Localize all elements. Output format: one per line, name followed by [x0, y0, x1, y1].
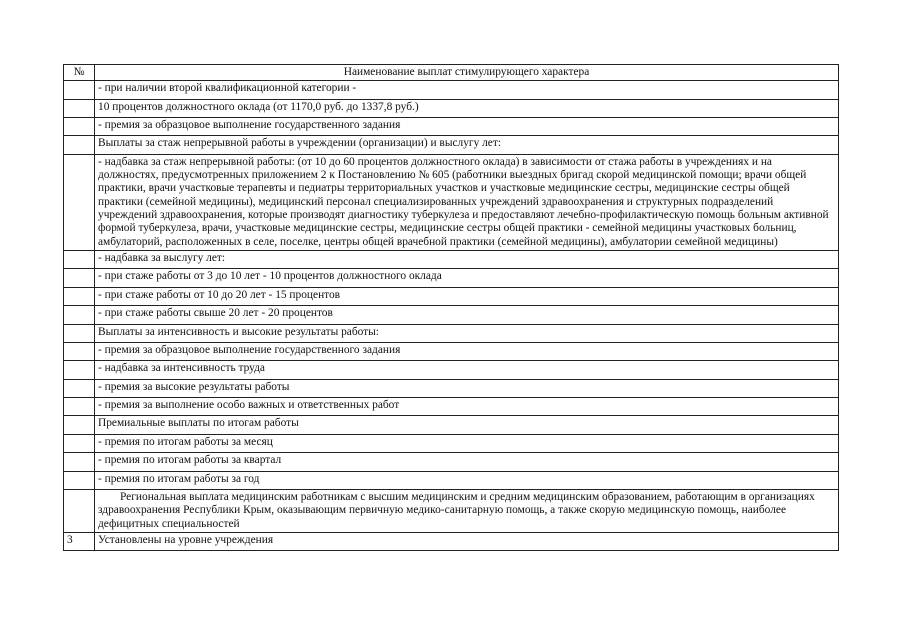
table-body	[64, 81, 839, 551]
row-payment-text: - надбавка за интенсивность труда	[95, 361, 839, 379]
row-number	[64, 342, 95, 360]
row-number	[64, 99, 95, 117]
table-row	[64, 306, 839, 324]
table-row	[64, 416, 839, 434]
row-payment-text: Выплаты за интенсивность и высокие результаты работы:	[95, 324, 839, 342]
row-payment-text: - премия по итогам работы за месяц	[95, 434, 839, 452]
row-number	[64, 136, 95, 154]
table-row	[64, 434, 839, 452]
table-row	[64, 154, 839, 250]
row-number	[64, 154, 95, 250]
table-row	[64, 532, 839, 550]
row-number	[64, 81, 95, 99]
table-header-row	[64, 65, 839, 81]
header-number: №	[64, 65, 95, 81]
table-row	[64, 250, 839, 268]
table-row	[64, 324, 839, 342]
table-row	[64, 99, 839, 117]
row-number	[64, 269, 95, 287]
row-number	[64, 453, 95, 471]
row-payment-text: - надбавка за выслугу лет:	[95, 250, 839, 268]
row-payment-text: - надбавка за стаж непрерывной работы: (от 10 до 60 процентов должностного оклада) в зависимости от стажа работы в учреждениях и на должностях, предусмотренных приложением 2 к Постановлению № 605 (работники выездных бригад скорой медицинской помощи; врачи общей практики, врачи участковые терапевты и педиатры территориальных участков и участковые медицинские сестры, медицинские сестры общей практики (семейной медицины), медицинский персонал специализированных учреждений здравоохранения и структурных подразделений учреждений здравоохранения, которые производят диагностику туберкулеза и предоставляют лечебно-профилактическую помощь больным активной формой туберкулеза, врачи, участковые медицинские сестры, медицинские сестры общей практики - семейной медицины участковых больниц, амбулаторий, расположенных в селе, поселке, центры общей врачебной практики (семейной медицины), амбулатории семейной медицины)	[95, 154, 839, 250]
header-payment-name: Наименование выплат стимулирующего характера	[95, 65, 839, 81]
row-number	[64, 379, 95, 397]
row-number	[64, 434, 95, 452]
row-number	[64, 250, 95, 268]
row-payment-text: - премия за высокие результаты работы	[95, 379, 839, 397]
table-row	[64, 379, 839, 397]
table-row	[64, 398, 839, 416]
row-payment-text: - премия за образцовое выполнение государственного задания	[95, 342, 839, 360]
row-number	[64, 287, 95, 305]
row-number	[64, 471, 95, 489]
table-row	[64, 136, 839, 154]
incentive-payments-table	[63, 64, 839, 551]
row-number: 3	[64, 532, 95, 550]
row-payment-text: Региональная выплата медицинским работникам с высшим медицинским и средним медицинским образованием, работающим в организациях здравоохранения Республики Крым, оказывающим первичную медико-санитарную помощь, а также скорую медицинскую помощь, наиболее дефицитных специальностей	[95, 490, 839, 533]
table-row	[64, 81, 839, 99]
row-number	[64, 324, 95, 342]
row-number	[64, 118, 95, 136]
row-payment-text: Выплаты за стаж непрерывной работы в учреждении (организации) и выслугу лет:	[95, 136, 839, 154]
table-row	[64, 453, 839, 471]
table-row	[64, 269, 839, 287]
row-payment-text: Установлены на уровне учреждения	[95, 532, 839, 550]
row-payment-text: - премия за образцовое выполнение государственного задания	[95, 118, 839, 136]
row-payment-text: - при наличии второй квалификационной категории -	[95, 81, 839, 99]
row-payment-text: - при стаже работы от 10 до 20 лет - 15 процентов	[95, 287, 839, 305]
row-payment-text: - при стаже работы от 3 до 10 лет - 10 процентов должностного оклада	[95, 269, 839, 287]
row-payment-text: - премия за выполнение особо важных и ответственных работ	[95, 398, 839, 416]
row-number	[64, 398, 95, 416]
table-row	[64, 287, 839, 305]
row-number	[64, 361, 95, 379]
row-payment-text: 10 процентов должностного оклада (от 1170,0 руб. до 1337,8 руб.)	[95, 99, 839, 117]
row-number	[64, 490, 95, 533]
row-payment-text: - премия по итогам работы за год	[95, 471, 839, 489]
row-number	[64, 416, 95, 434]
row-payment-text: Премиальные выплаты по итогам работы	[95, 416, 839, 434]
row-number	[64, 306, 95, 324]
table-row	[64, 342, 839, 360]
table-row	[64, 118, 839, 136]
table-row	[64, 471, 839, 489]
table-row	[64, 361, 839, 379]
table-row	[64, 490, 839, 533]
row-payment-text: - премия по итогам работы за квартал	[95, 453, 839, 471]
row-payment-text: - при стаже работы свыше 20 лет - 20 процентов	[95, 306, 839, 324]
